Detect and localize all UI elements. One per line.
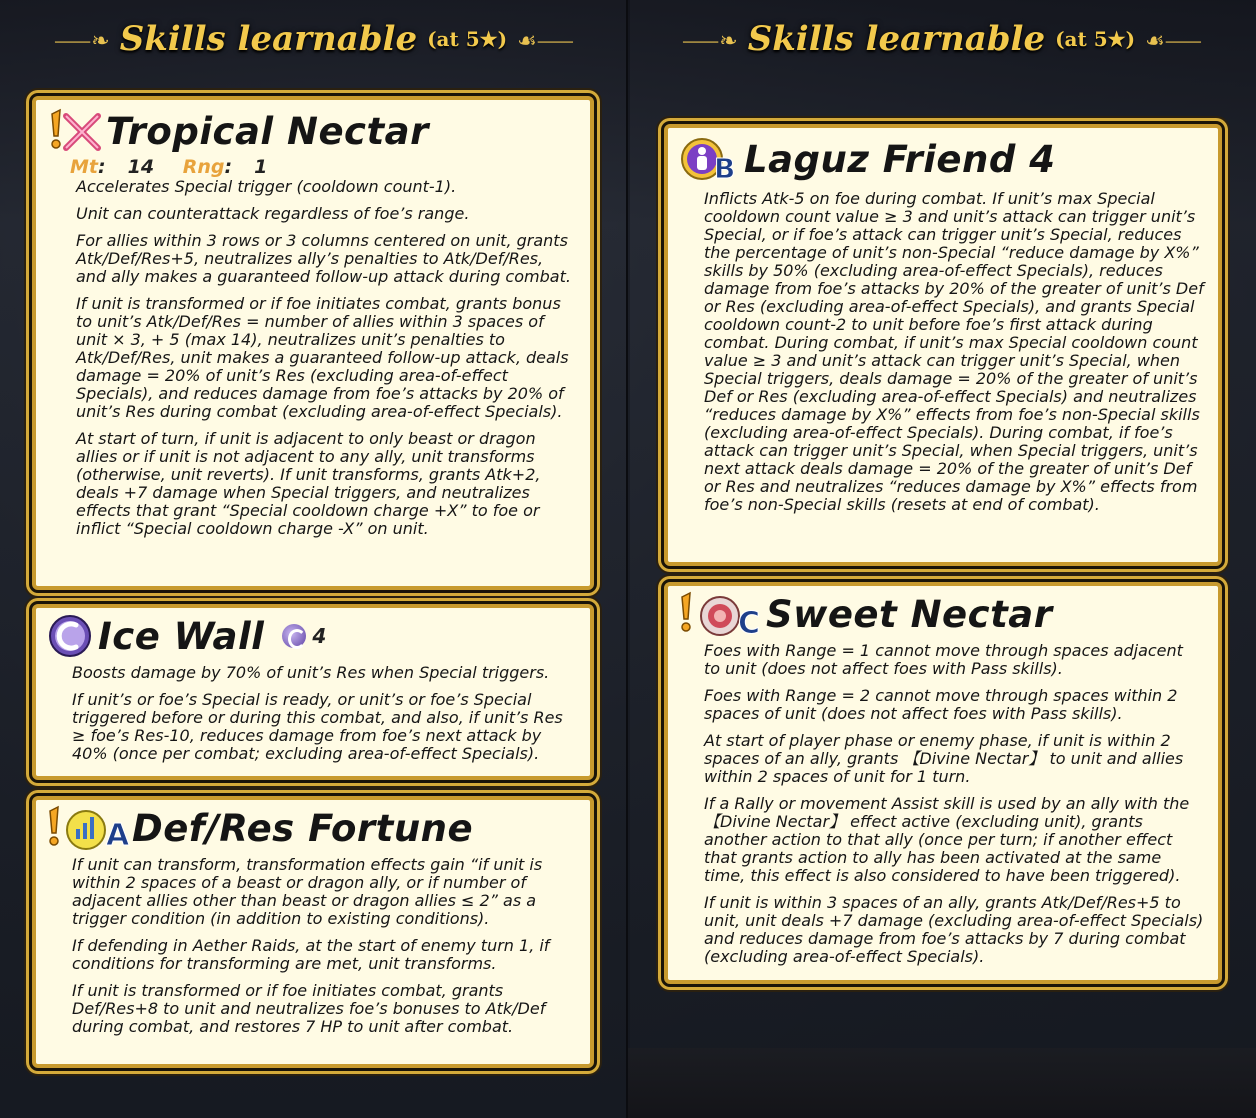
skill-description — [668, 642, 1218, 985]
skill-name: Def/Res Fortune — [132, 806, 474, 850]
rng-value: 1 — [254, 156, 268, 178]
banner-subtitle: (at 5★) — [427, 27, 508, 51]
mt-label: Mt — [70, 156, 98, 178]
description-paragraph: If unit is transformed or if foe initiates combat, grants Def/Res+8 to unit and neutralizes foe’s bonuses to Atk/Def during combat, and restores 7 HP to unit after combat. — [72, 981, 546, 1036]
skill-description — [36, 664, 590, 782]
skill-description — [36, 178, 590, 557]
description-paragraph: If unit’s or foe’s Special is ready, or unit’s or foe’s Special triggered before or during this combat, and also, if unit’s Res ≥ foe’s Res-10, reduces damage from foe’s next attack by 40% (once per combat; excluding area-of-effect Specials). — [72, 690, 563, 763]
svg-text:C: C — [738, 606, 761, 639]
skill-card-weapon — [32, 96, 594, 590]
mt-value: 14 — [127, 156, 155, 178]
description-paragraph: If a Rally or movement Assist skill is used by an ally with the 【Divine Nectar】 effect active (excluding unit), grants another action to that ally (once per turn; if another effect that grants action to ally has been activated at the same time, this effect is also considered to have been triggered). — [704, 794, 1190, 885]
description-paragraph: Foes with Range = 1 cannot move through spaces adjacent to unit (does not affect foes with Pass skills). — [704, 641, 1183, 678]
skill-card-special — [32, 604, 594, 780]
skill-description — [36, 856, 590, 1055]
skill-header — [668, 128, 1218, 190]
skill-card-passive-a — [32, 796, 594, 1068]
ornament-left-icon: ⸺❧ — [682, 28, 738, 54]
passive-a-icon — [46, 803, 132, 853]
svg-text:B: B — [714, 152, 736, 184]
description-paragraph: For allies within 3 rows or 3 columns centered on unit, grants Atk/Def/Res+5, neutralizes ally’s penalties to Atk/Def/Res, and ally makes a guaranteed follow-up attack during combat. — [76, 231, 571, 286]
skill-header — [36, 100, 590, 162]
weapon-stats — [70, 156, 590, 178]
ornament-right-icon: ☙⸺ — [517, 28, 574, 54]
description-paragraph: Unit can counterattack regardless of foe’s range. — [76, 204, 470, 223]
description-paragraph: If unit is within 3 spaces of an ally, grants Atk/Def/Res+5 to unit, unit deals +7 damage (excluding area-of-effect Specials) and reduces damage from foe’s attacks by 7 during combat (excluding area-of-effect Specials). — [704, 893, 1204, 966]
skill-card-passive-c — [664, 582, 1222, 984]
ornament-left-icon: ⸺❧ — [54, 28, 110, 54]
svg-text:A: A — [106, 818, 130, 853]
description-paragraph: At start of turn, if unit is adjacent to only beast or dragon allies or if unit is not adjacent to any ally, unit transforms (otherwise, unit reverts). If unit transforms, grants Atk+2, deals +7 damage when Special triggers, and neutralizes effects that grant “Special cooldown charge +X” to foe or inflict “Special cooldown charge -X” on unit. — [76, 429, 541, 538]
skill-description — [668, 190, 1218, 533]
description-paragraph: If defending in Aether Raids, at the start of enemy turn 1, if conditions for transforming are met, unit transforms. — [72, 936, 550, 973]
description-paragraph: At start of player phase or enemy phase, if unit is within 2 spaces of an ally, grants 【Divine Nectar】 to unit and allies within 2 spaces of unit for 1 turn. — [704, 731, 1184, 786]
banner-title: Skills learnable — [119, 19, 418, 59]
description-paragraph: Accelerates Special trigger (cooldown count-1). — [76, 177, 457, 196]
cooldown — [282, 624, 326, 648]
skill-name: Tropical Nectar — [106, 109, 429, 153]
stat-sep: : — [98, 156, 106, 178]
cooldown-icon — [282, 624, 306, 648]
bottom-menu-bar — [628, 1048, 1256, 1118]
special-icon — [46, 611, 98, 661]
description-paragraph: If unit is transformed or if foe initiates combat, grants bonus to unit’s Atk/Def/Res = number of allies within 3 spaces of unit × 3, + 5 (max 14), neutralizes unit’s penalties to Atk/Def/Res, unit makes a guaranteed follow-up attack, deals damage = 20% of unit’s Res (excluding area-of-effect Specials), and reduces damage from foe’s attacks by 20% of unit’s Res during combat (excluding area-of-effect Specials). — [76, 294, 569, 421]
skills-banner — [628, 14, 1256, 64]
skill-header — [36, 608, 590, 664]
stat-sep: : — [224, 156, 233, 178]
cooldown-value: 4 — [312, 624, 327, 648]
rng-label: Rng — [182, 156, 225, 178]
skills-banner — [0, 14, 628, 64]
skill-card-passive-b — [664, 124, 1222, 566]
description-paragraph: Inflicts Atk-5 on foe during combat. If unit’s max Special cooldown count value ≥ 3 and unit’s attack can trigger unit’s Special, or if foe’s attack can trigger unit’s Special, reduces the percentage of unit’s non-Special “reduce damage by X%” skills by 50% (excluding area-of-effect Specials), reduces damage from foe’s attacks by 20% of the greater of unit’s Def or Res (excluding area-of-effect Specials), and grants Special cooldown count-2 to unit before foe’s first attack during combat. During combat, if unit’s max Special cooldown count value ≥ 3 and unit’s attack can trigger unit’s Special, when Special triggers, deals damage = 20% of the greater of unit’s Def or Res (excluding area-of-effect Specials) and neutralizes “reduces damage by X%” effects from foe’s non-Special skills (excluding area-of-effect Specials). During combat, if foe’s attack can trigger unit’s Special, when Special triggers, unit’s next attack deals damage = 20% of the greater of unit’s Def or Res and neutralizes “reduces damage by X%” effects from foe’s non-Special skills (resets at end of combat). — [704, 189, 1204, 514]
description-paragraph: If unit can transform, transformation effects gain “if unit is within 2 spaces of a beast or dragon ally, or if number of adjacent allies other than beast or dragon allies ≤ 2” as a trigger condition (in addition to existing conditions). — [72, 855, 543, 928]
description-paragraph: Boosts damage by 70% of unit’s Res when Special triggers. — [72, 663, 550, 682]
banner-subtitle: (at 5★) — [1055, 27, 1136, 51]
ornament-right-icon: ☙⸺ — [1145, 28, 1202, 54]
skill-header — [36, 800, 590, 856]
skill-name: Laguz Friend 4 — [744, 137, 1056, 181]
skill-name: Ice Wall — [98, 614, 265, 658]
skill-name: Sweet Nectar — [766, 592, 1053, 636]
right-panel — [628, 0, 1256, 1118]
description-paragraph: Foes with Range = 2 cannot move through spaces within 2 spaces of unit (does not affect foes with Pass skills). — [704, 686, 1178, 723]
passive-b-icon — [678, 134, 744, 184]
passive-c-icon — [678, 589, 766, 639]
weapon-prf-icon — [46, 106, 106, 156]
skill-header — [668, 586, 1218, 642]
banner-title: Skills learnable — [747, 19, 1046, 59]
